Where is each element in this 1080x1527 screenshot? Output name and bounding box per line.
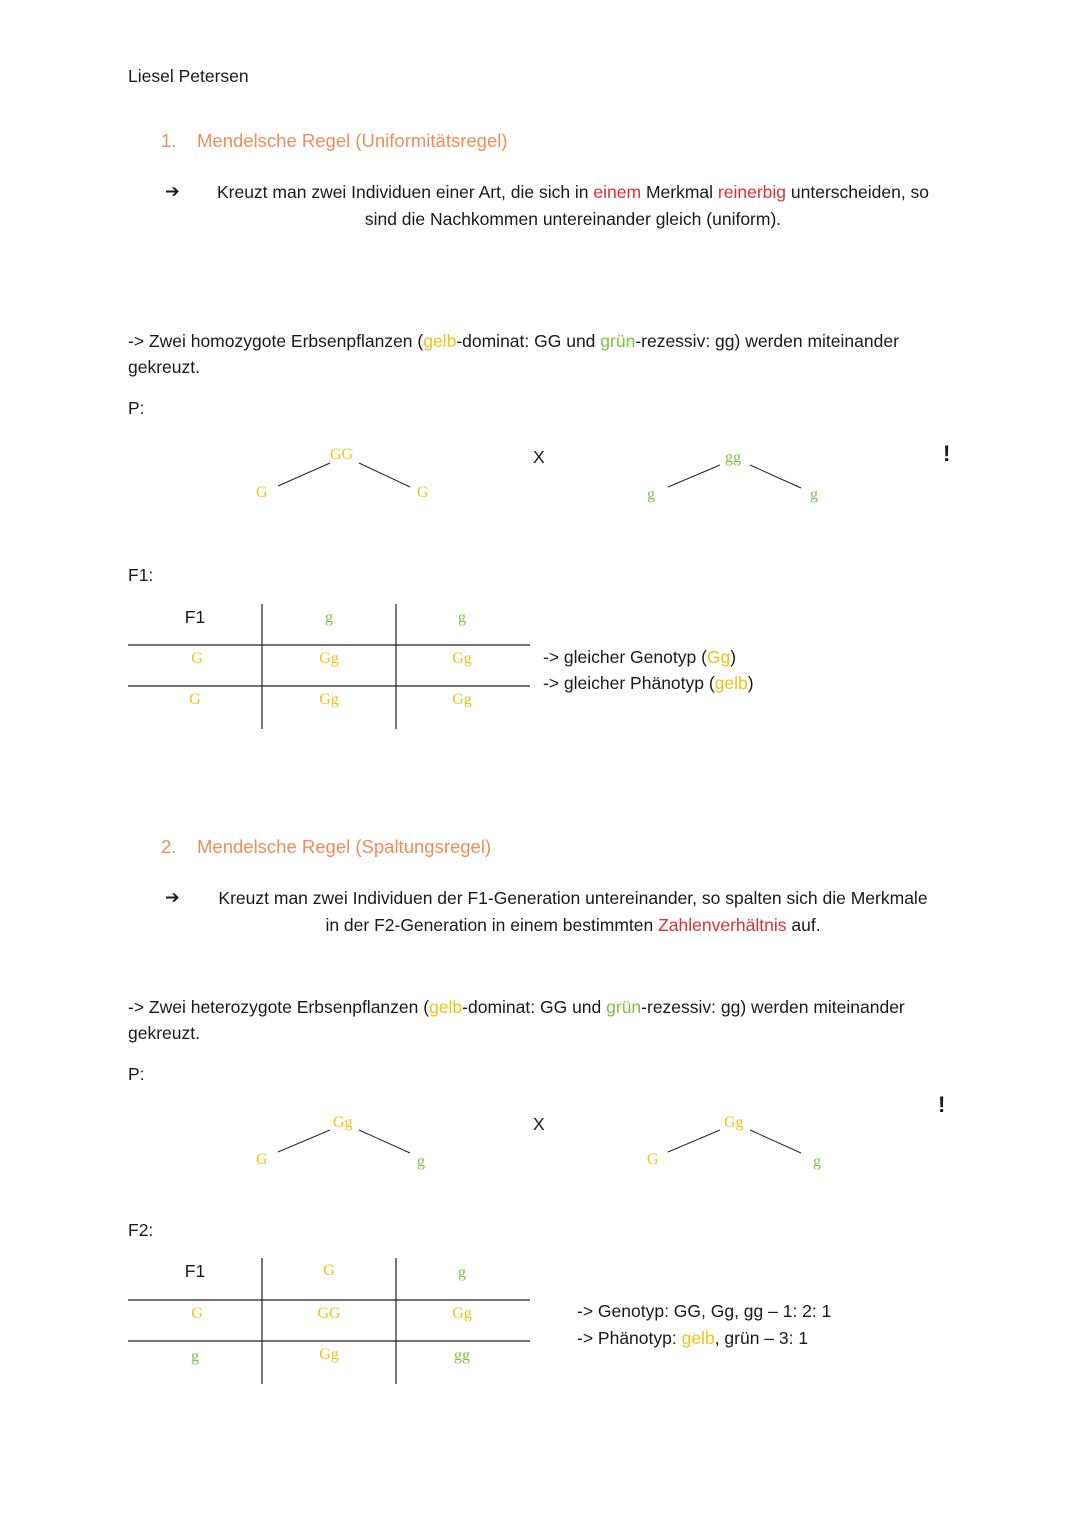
rule1-parent1-genotype: GG — [330, 446, 354, 463]
rule1-parent2-line-right — [750, 465, 801, 488]
rule2-statement-em-zahlenverhaeltnis: Zahlenverhältnis — [658, 915, 787, 935]
rule2-example-text: -> Zwei heterozygote Erbsenpflanzen ( — [128, 997, 430, 1017]
rule1-statement-line2: sind die Nachkommen untereinander gleich (uniform). — [364, 209, 782, 229]
rule1-example-gelb: gelb — [423, 331, 457, 351]
rule2-result-text: -> Phänotyp: — [577, 1328, 682, 1348]
rule1-result-phenotype-value: gelb — [714, 673, 748, 693]
rule1-result-genotype-value: Gg — [706, 647, 731, 667]
rule1-table-cell: Gg — [452, 650, 472, 667]
rule2-p-label: P: — [128, 1064, 145, 1084]
rule1-arrow-icon: ➔ — [165, 181, 180, 201]
rule2-table-cell: Gg — [452, 1305, 472, 1322]
rule1-statement-text: Kreuzt man zwei Individuen einer Art, die sich in — [216, 182, 594, 202]
rule1-parent2-gamete-right: g — [810, 486, 818, 503]
rule1-example-text: -dominat: GG und — [456, 331, 601, 351]
rule2-generation-label: F2: — [128, 1220, 154, 1240]
rule1-parent2-line-left — [668, 465, 720, 487]
rule2-example-gruen: grün — [606, 997, 642, 1017]
rule1-example-line2: gekreuzt. — [128, 357, 200, 377]
rule2-parent1-gamete-right: g — [417, 1153, 425, 1170]
rule1-result-genotype — [543, 647, 736, 668]
rule2-example-line2: gekreuzt. — [128, 1023, 200, 1043]
rule1-statement-em-einem: einem — [593, 182, 642, 202]
rule2-parent2-gamete-right: g — [813, 1153, 821, 1170]
rule2-table-cell: Gg — [319, 1346, 339, 1363]
rule1-result-text: -> gleicher Genotyp ( — [543, 647, 707, 667]
rule1-example-gruen: grün — [600, 331, 636, 351]
rule2-result-phenotype — [577, 1328, 808, 1349]
rule2-statement — [196, 888, 950, 936]
rule2-exclamation-icon: ! — [938, 1092, 946, 1117]
rule1-exclamation-icon: ! — [943, 441, 951, 466]
rule2-statement-text: auf. — [786, 915, 821, 935]
rule2-result-text: , grün – 3: 1 — [714, 1328, 809, 1348]
rule2-parent2-line-right — [750, 1130, 801, 1153]
rule2-title: Mendelsche Regel (Spaltungsregel) — [197, 836, 492, 857]
rule2-table-row-header: g — [191, 1348, 199, 1365]
rule1-parent2-gamete-left: g — [647, 486, 655, 503]
rule1-statement-text: unterscheiden, so — [786, 182, 930, 202]
rule1-table-cell: Gg — [319, 691, 339, 708]
rule1-result-text: ) — [747, 673, 754, 693]
rule2-parent1-gamete-left: G — [256, 1151, 268, 1168]
rule2-parent1-line-left — [278, 1130, 330, 1152]
rule2-table-corner: F1 — [184, 1261, 206, 1281]
rule2-parent2-line-left — [668, 1130, 720, 1152]
rule2-example — [128, 997, 905, 1018]
rule1-parent1-gamete-left: G — [256, 484, 268, 501]
rule1-result-text: -> gleicher Phänotyp ( — [543, 673, 715, 693]
rule1-table-row-header: G — [189, 691, 201, 708]
rule2-parent1-genotype: Gg — [333, 1114, 353, 1131]
rule2-statement-text: in der F2-Generation in einem bestimmten — [325, 915, 659, 935]
rule1-parent1-line-right — [359, 463, 410, 487]
rule1-parent1-gamete-right: G — [417, 484, 429, 501]
rule2-table-cell: gg — [454, 1347, 470, 1364]
rule2-heading — [161, 836, 491, 858]
rule1-statement-em-reinerbig: reinerbig — [717, 182, 787, 202]
rule1-table-corner: F1 — [184, 607, 206, 627]
rule1-example-text: -rezessiv: gg) werden miteinander — [635, 331, 899, 351]
rule2-table-col-header: G — [323, 1262, 335, 1279]
rule1-statement-text: Merkmal — [641, 182, 718, 202]
rule1-table-col-header: g — [458, 609, 466, 626]
rule2-result-genotype: -> Genotyp: GG, Gg, gg – 1: 2: 1 — [577, 1301, 832, 1321]
rule2-cross-symbol: X — [533, 1114, 545, 1134]
rule2-example-gelb: gelb — [429, 997, 463, 1017]
rule2-example-text: -dominat: GG und — [462, 997, 607, 1017]
rule1-p-label: P: — [128, 398, 145, 418]
rule2-arrow-icon: ➔ — [165, 887, 180, 907]
rule2-parent2-gamete-left: G — [647, 1151, 659, 1168]
rule2-parent1-line-right — [359, 1130, 410, 1153]
rule1-table-row-header: G — [191, 650, 203, 667]
rule1-parent2-genotype: gg — [725, 449, 741, 466]
rule1-table-cell: Gg — [452, 691, 472, 708]
rule1-example — [128, 331, 899, 352]
rule2-number: 2. — [161, 836, 177, 857]
rule2-example-text: -rezessiv: gg) werden miteinander — [641, 997, 905, 1017]
rule2-result-phenotype-gelb: gelb — [681, 1328, 715, 1348]
rule2-parent2-genotype: Gg — [724, 1114, 744, 1131]
rule1-number: 1. — [161, 130, 177, 151]
rule2-table-row-header: G — [191, 1305, 203, 1322]
rule2-statement-line1: Kreuzt man zwei Individuen der F1-Generation untereinander, so spalten sich die Merkmale — [218, 888, 928, 908]
rule1-table-col-header: g — [325, 609, 333, 626]
rule1-cross-symbol: X — [533, 447, 545, 467]
rule1-title: Mendelsche Regel (Uniformitätsregel) — [197, 130, 508, 151]
rule1-table-cell: Gg — [319, 650, 339, 667]
rule1-result-text: ) — [730, 647, 737, 667]
author-name: Liesel Petersen — [128, 66, 249, 86]
rule1-parent1-line-left — [278, 463, 330, 486]
rule2-table-cell: GG — [317, 1305, 341, 1322]
rule1-statement — [196, 182, 950, 230]
rule1-generation-label: F1: — [128, 565, 154, 585]
rule1-example-text: -> Zwei homozygote Erbsenpflanzen ( — [128, 331, 424, 351]
rule1-heading — [161, 130, 508, 152]
rule1-result-phenotype — [543, 673, 754, 694]
rule2-table-col-header: g — [458, 1264, 466, 1281]
